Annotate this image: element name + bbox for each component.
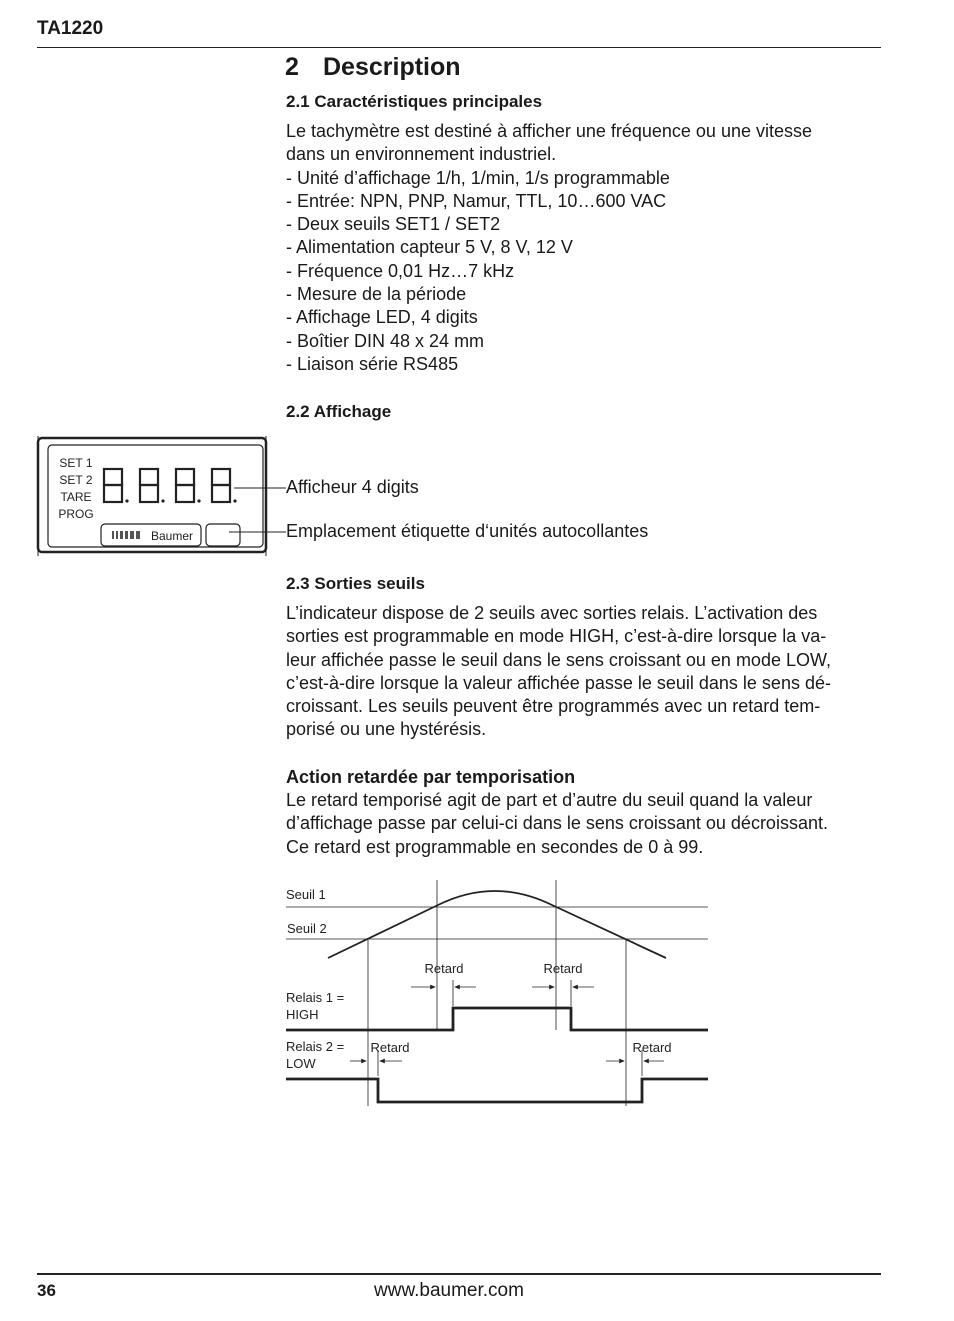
delay-heading: Action retardée par temporisation: [286, 767, 576, 787]
list-item: - Mesure de la période: [286, 284, 467, 305]
indicator-set2: SET 2: [59, 473, 93, 487]
list-item: - Boîtier DIN 48 x 24 mm: [286, 330, 485, 351]
indicator-prog: PROG: [58, 507, 94, 521]
indicator-tare: TARE: [60, 490, 92, 504]
label-retard-2: Retard: [543, 961, 583, 976]
list-item: - Affichage LED, 4 digits: [286, 307, 478, 328]
section-title: [285, 53, 461, 82]
label-retard-4: Retard: [632, 1040, 672, 1055]
section-title-text: Description: [323, 53, 461, 81]
list-item: - Deux seuils SET1 / SET2: [286, 214, 501, 235]
label-seuil2: Seuil 2: [287, 921, 327, 936]
label-relais1-mode: HIGH: [286, 1007, 319, 1022]
label-relais2: Relais 2 =: [286, 1039, 345, 1054]
unit-label-slot: [206, 524, 240, 546]
text-line: leur affichée passe le seuil dans le sens croissant ou en mode LOW,: [286, 649, 831, 670]
list-item: - Unité d’affichage 1/h, 1/min, 1/s programmable: [286, 167, 670, 188]
callout-label-slot: Emplacement étiquette d‘unités autocollantes: [286, 521, 649, 541]
text-line: croissant. Les seuils peuvent être programmés avec un retard tem-: [286, 696, 821, 717]
list-item: - Liaison série RS485: [286, 353, 459, 374]
text-line: dans un environnement industriel.: [286, 144, 557, 165]
text-line: c’est-à-dire lorsque la valeur affichée passe le seuil dans le sens dé-: [286, 672, 831, 693]
text-line: Le retard temporisé agit de part et d’autre du seuil quand la valeur: [286, 790, 813, 810]
brand-name: Baumer: [150, 529, 194, 543]
text-line: L’indicateur dispose de 2 seuils avec sorties relais. L’activation des: [286, 603, 818, 623]
signal-curve: [328, 891, 666, 958]
digit-3: [176, 469, 201, 503]
label-retard-3: Retard: [370, 1040, 410, 1055]
label-retard-1: Retard: [424, 961, 464, 976]
list-item: - Fréquence 0,01 Hz…7 kHz: [286, 260, 515, 281]
website-link[interactable]: www.baumer.com: [374, 1280, 524, 1301]
delay-text: [286, 789, 876, 859]
section-number: 2: [285, 53, 299, 81]
header-rule: [37, 47, 881, 48]
digit-1: [104, 469, 129, 503]
text-line: porisé ou une hystérésis.: [286, 719, 487, 740]
digit-2: [140, 469, 165, 503]
relay2-trace: [286, 1079, 708, 1102]
indicator-set1: SET 1: [59, 456, 93, 470]
text-line: sorties est programmable en mode HIGH, c’est-à-dire lorsque la va-: [286, 626, 827, 647]
thresholds-text: [286, 602, 876, 742]
text-line: Ce retard est programmable en secondes de 0 à 99.: [286, 836, 704, 857]
label-relais2-mode: LOW: [286, 1056, 316, 1071]
text-line: d’affichage passe par celui-ci dans le sens croissant ou décroissant.: [286, 813, 828, 834]
callout-digits: Afficheur 4 digits: [286, 477, 419, 497]
relay1-trace: [286, 1008, 708, 1030]
page-number: 36: [37, 1281, 56, 1300]
list-item: - Alimentation capteur 5 V, 8 V, 12 V: [286, 237, 573, 258]
digit-4: [212, 469, 237, 503]
heading-2-3: 2.3 Sorties seuils: [286, 574, 425, 593]
heading-2-1: 2.1 Caractéristiques principales: [286, 92, 543, 111]
baumer-logo-icon: [112, 531, 140, 539]
heading-2-2: 2.2 Affichage: [286, 402, 392, 421]
display-diagram: [34, 434, 286, 558]
timing-diagram: [280, 876, 720, 1110]
label-seuil1: Seuil 1: [286, 887, 326, 902]
document-model: TA1220: [37, 18, 104, 39]
list-item: - Entrée: NPN, PNP, Namur, TTL, 10…600 VAC: [286, 190, 667, 211]
text-line: Le tachymètre est destiné à afficher une fréquence ou une vitesse: [286, 121, 812, 141]
footer-rule: [37, 1273, 881, 1275]
features-text: [286, 120, 876, 376]
digit-display: [104, 469, 237, 503]
label-relais1: Relais 1 =: [286, 990, 345, 1005]
